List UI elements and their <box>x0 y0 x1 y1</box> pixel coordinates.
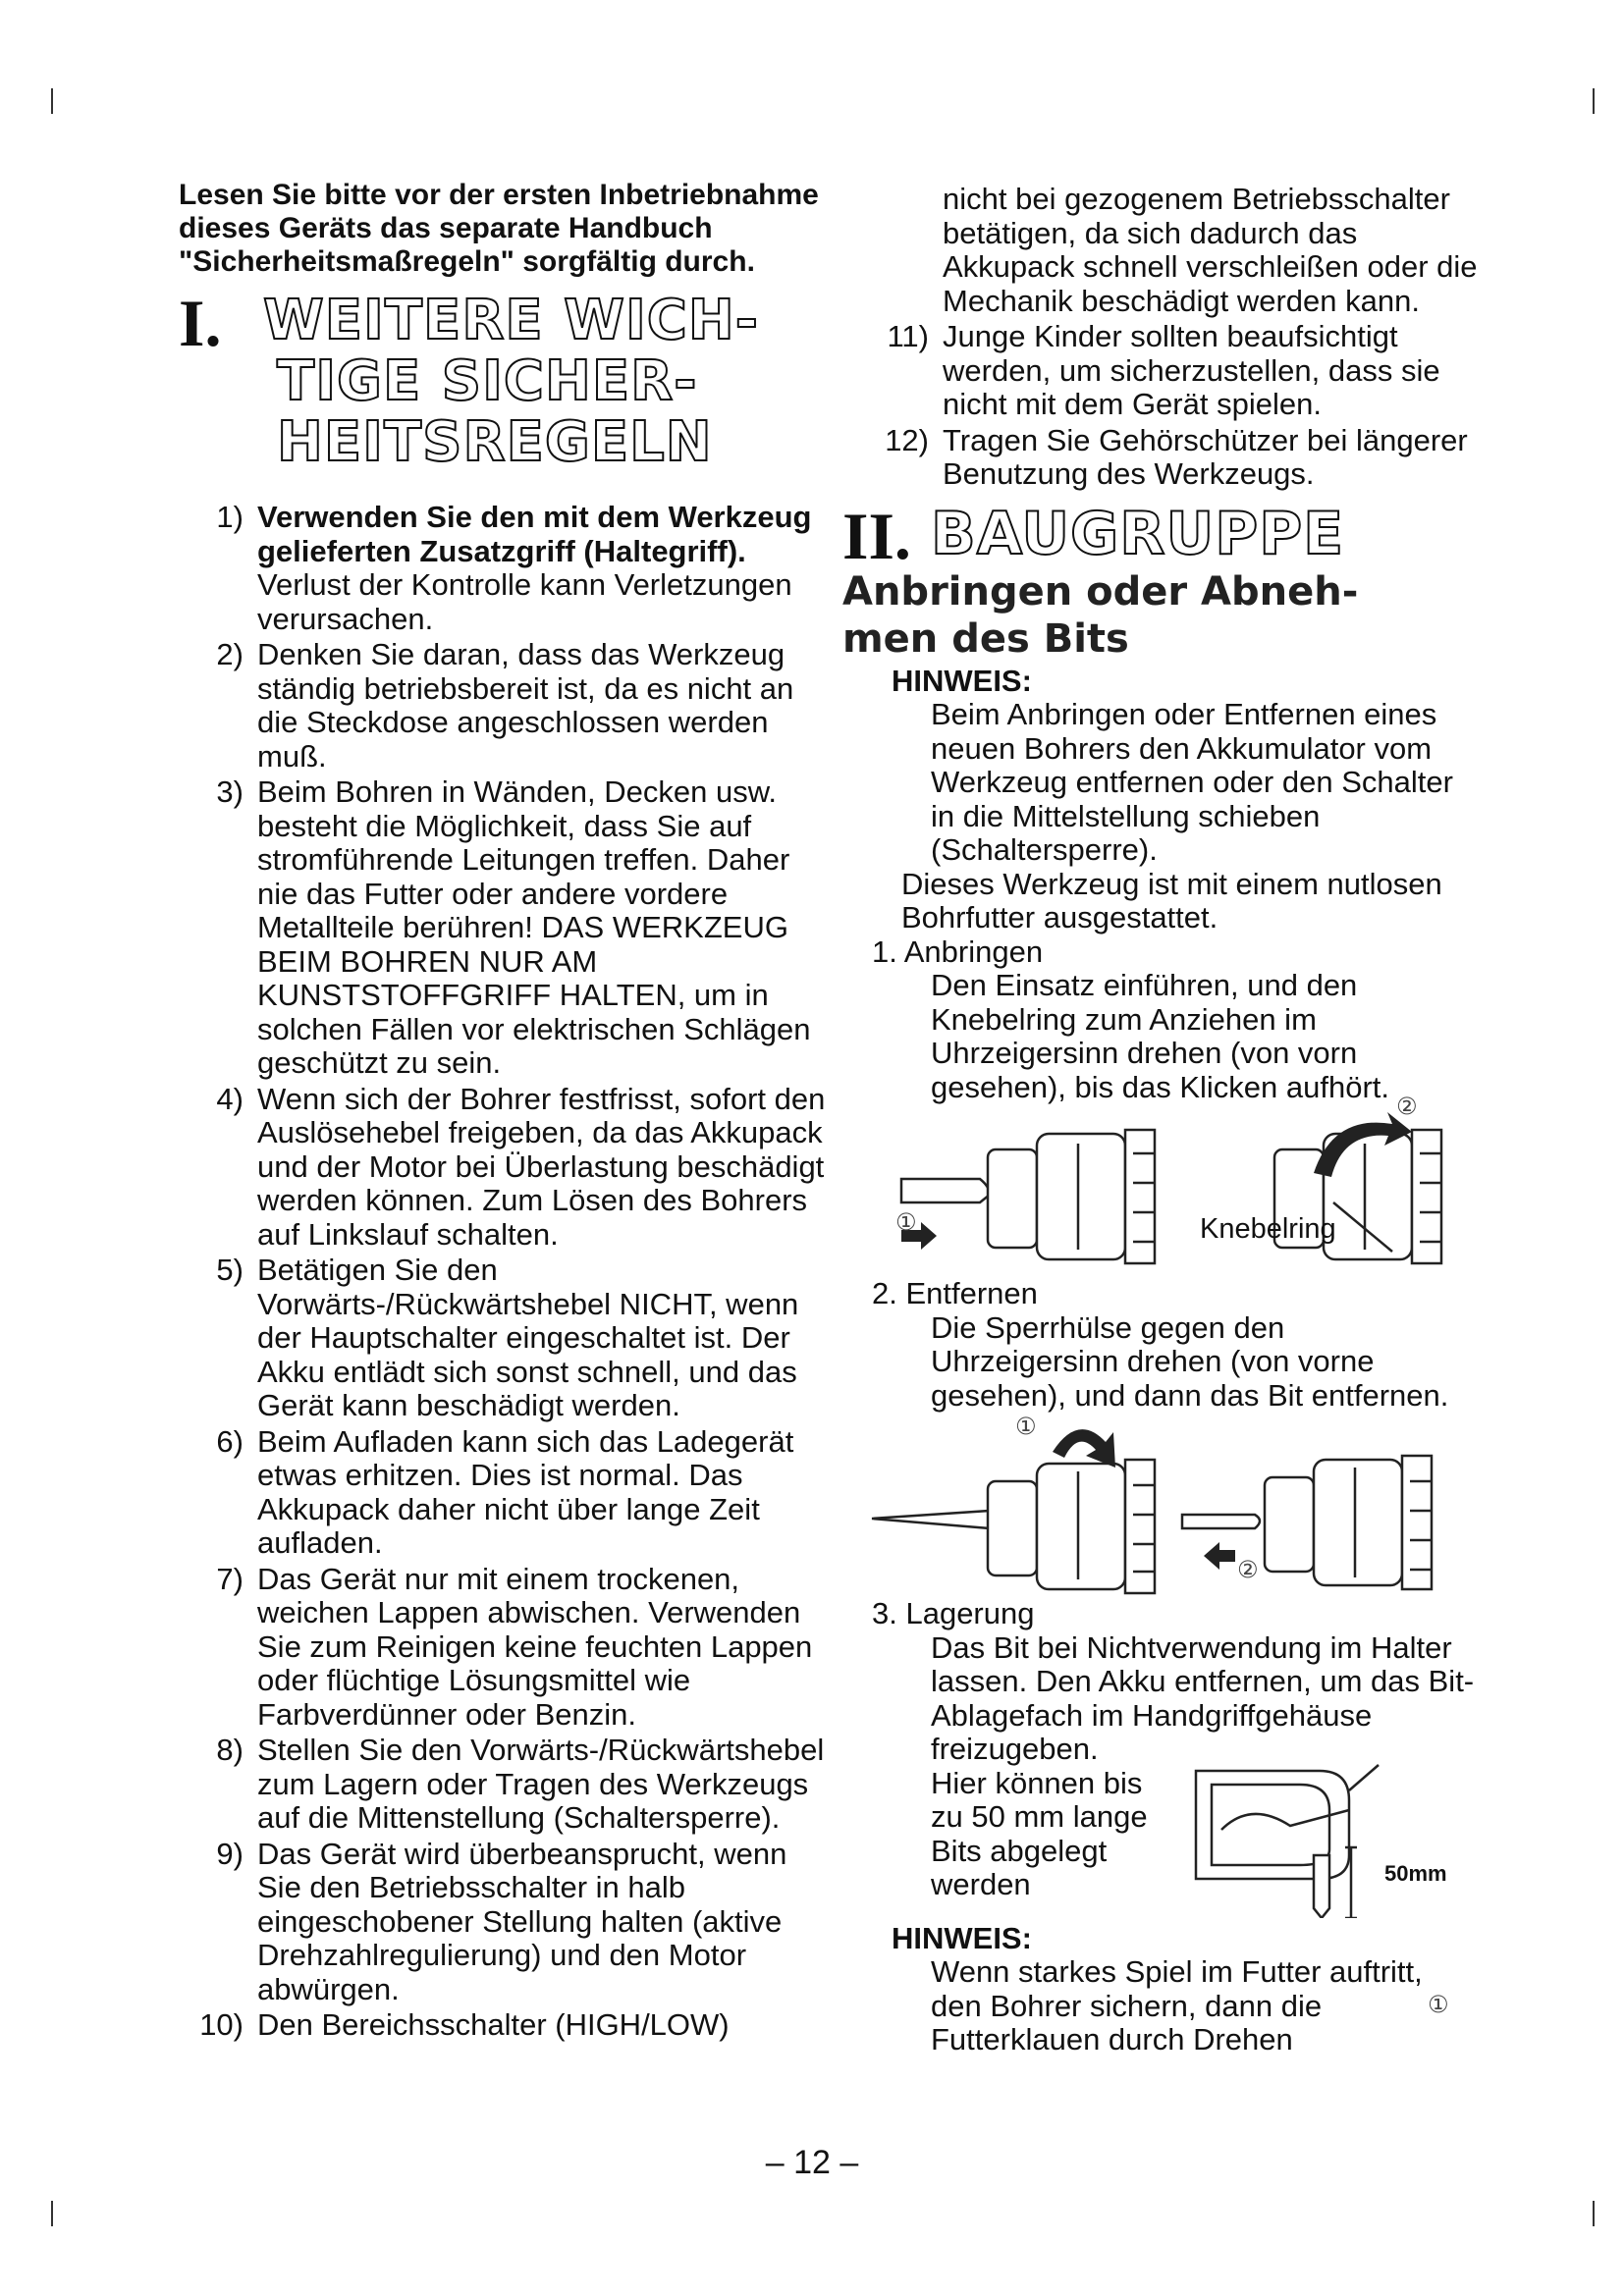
item-text: Stellen Sie den Vorwärts-/Rückwärtshebel zum Lagern oder Tragen des Werkzeugs auf die Mittenstellung (Schaltersperre). <box>257 1733 825 1835</box>
list-item <box>179 501 827 636</box>
figure-remove-bit <box>842 1413 1481 1597</box>
list-item <box>842 424 1481 492</box>
storage-block <box>842 1767 1481 1914</box>
hinweis-2-text: Wenn starkes Spiel im Futter auftritt, den Bohrer sichern, dann die Futterklauen durch Drehen <box>931 1954 1423 2056</box>
item-text: Tragen Sie Gehörschützer bei längerer Benutzung des Werkzeugs. <box>943 422 1468 491</box>
section-1-title-line-3: HEITSREGELN <box>277 410 713 474</box>
list-item <box>179 1083 827 1253</box>
item-number: 12) <box>885 422 929 457</box>
item-number: 11) <box>887 319 929 353</box>
item-number: 7) <box>216 1561 244 1596</box>
item-number: 2) <box>216 637 244 671</box>
item-number: 8) <box>216 1733 244 1767</box>
item-text: Den Bereichsschalter (HIGH/LOW) <box>257 2007 730 2042</box>
list-item <box>179 1425 827 1561</box>
list-item <box>179 638 827 774</box>
crop-mark-bottom-right <box>1593 2201 1595 2226</box>
list-item <box>179 1734 827 1836</box>
marker-2: ② <box>1396 1094 1418 1120</box>
chuck-remove-illustration <box>842 1413 1481 1597</box>
section-1-title-line-1: WEITERE WICH- <box>263 289 759 352</box>
right-column <box>842 183 1481 2057</box>
item-text: Denken Sie daran, dass das Werkzeug ständig betriebsbereit ist, da es nicht an die Steckdose angeschlossen werden muß. <box>257 637 794 774</box>
section-2-heading <box>842 498 1481 573</box>
step-2-title: 2. Entfernen <box>872 1276 1038 1310</box>
list-item <box>179 1254 827 1423</box>
item-number: 6) <box>216 1423 244 1459</box>
chuck-attach-illustration <box>842 1104 1481 1277</box>
item-text: nicht bei gezogenem Betriebsschalter betätigen, da sich dadurch das Akkupack schnell verschleißen oder die Mechanik beschädigt werden kann. <box>943 182 1478 318</box>
section-2-subtitle-line-1: Anbringen oder Abneh- <box>842 568 1359 614</box>
bit-storage-illustration <box>1182 1761 1496 1918</box>
item-number: 10) <box>199 2007 244 2042</box>
item-number: 3) <box>216 774 244 809</box>
item-text: Wenn sich der Bohrer festfrisst, sofort den Auslösehebel freigeben, da das Akkupack und der Motor bei Überlastung beschädigt werden können. Zum Lösen des Bohrers auf Linkslauf schalten. <box>257 1081 826 1252</box>
step-1-text: Den Einsatz einführen, und den Knebelring zum Anziehen im Uhrzeigersinn drehen (von vorn gesehen), bis das Klicken aufhört. <box>931 968 1389 1104</box>
item-text: Betätigen Sie den Vorwärts-/Rückwärtshebel NICHT, wenn der Hauptschalter eingeschaltet ist. Der Akku entlädt sich sonst schnell, und das Gerät kann beschädigt werden. <box>257 1253 799 1422</box>
item-text: Beim Bohren in Wänden, Decken usw. besteht die Möglichkeit, dass Sie auf stromführende Leitungen treffen. Daher nie das Futter oder andere vordere Metallteile berühren! DAS WERKZEUG BEIM BOHREN NUR AM KUNSTSTOFFGRIFF HALTEN, um in solchen Fällen vor elektrischen Schlägen geschützt zu sein. <box>257 774 811 1080</box>
step-3-text-2: Hier können bis zu 50 mm lange Bits abgelegt werden <box>931 1765 1148 1901</box>
list-item <box>179 1563 827 1733</box>
list-item <box>179 775 827 1081</box>
rotate-arrow-icon <box>1053 1429 1115 1468</box>
arrow-left-icon <box>1204 1542 1235 1570</box>
crop-mark-bottom-left <box>51 2201 53 2226</box>
hinweis-label: HINWEIS: <box>892 663 1032 698</box>
marker-2: ② <box>1237 1557 1259 1583</box>
left-column <box>179 179 827 2045</box>
crop-mark-top-left <box>51 88 53 114</box>
chuck-description: Dieses Werkzeug ist mit einem nutlosen Bohrfutter ausgestattet. <box>901 866 1442 934</box>
marker-1: ① <box>1428 1992 1449 2018</box>
item-text: Das Gerät wird überbeansprucht, wenn Sie den Betriebsschalter in halb eingeschobener Stellung halten (aktive Drehzahlregulierung) und den Motor abwürgen. <box>257 1836 787 2006</box>
marker-1: ① <box>1015 1414 1037 1440</box>
marker-1: ① <box>895 1209 917 1236</box>
step-3-title: 3. Lagerung <box>872 1596 1035 1630</box>
item-text: Junge Kinder sollten beaufsichtigt werden, um sicherzustellen, dass sie nicht mit dem Gerät spielen. <box>943 319 1440 421</box>
list-item <box>842 320 1481 422</box>
item-number: 4) <box>216 1081 244 1116</box>
item-number: 9) <box>216 1836 244 1871</box>
section-1-numeral: I. <box>179 286 222 360</box>
safety-rules-list <box>179 501 827 2043</box>
section-1-heading <box>179 286 827 474</box>
hinweis-2-label: HINWEIS: <box>892 1920 1032 1955</box>
crop-mark-top-right <box>1593 88 1595 114</box>
section-2-numeral: II. <box>842 498 911 573</box>
step-1-title: 1. Anbringen <box>872 934 1044 969</box>
item-number <box>842 183 943 318</box>
section-2-title: BAUGRUPPE <box>931 499 1345 568</box>
list-item <box>179 2008 827 2043</box>
list-item <box>179 1838 827 2007</box>
section-2-subtitle-line-2: men des Bits <box>842 615 1129 662</box>
step-3-text: Das Bit bei Nichtverwendung im Halter lassen. Den Akku entfernen, um das Bit-Ablagefach im Handgriffgehäuse freizugeben. <box>931 1629 1475 1766</box>
intro-note: Lesen Sie bitte vor der ersten Inbetriebnahme dieses Geräts das separate Handbuch "Sicherheitsmaßregeln" sorgfältig durch. <box>179 179 819 278</box>
item-number: 5) <box>216 1253 244 1287</box>
section-1-title-line-2: TIGE SICHER- <box>277 349 698 413</box>
item-text: Beim Aufladen kann sich das Ladegerät etwas erhitzen. Dies ist normal. Das Akkupack daher nicht über lange Zeit aufladen. <box>257 1423 794 1560</box>
figure-attach-bit <box>842 1094 1481 1277</box>
item-bold-text: Verwenden Sie den mit dem Werkzeug gelieferten Zusatzgriff (Haltegriff). <box>257 500 812 568</box>
step-2-text: Die Sperrhülse gegen den Uhrzeigersinn drehen (von vorne gesehen), und dann das Bit entfernen. <box>931 1309 1449 1413</box>
item-number: 1) <box>216 500 244 534</box>
knebelring-label: Knebelring <box>1200 1213 1336 1245</box>
hinweis-text: Beim Anbringen oder Entfernen eines neuen Bohrers den Akkumulator vom Werkzeug entfernen oder den Schalter in die Mittelstellung schieben (Schaltersperre). <box>931 697 1453 867</box>
page-number: – 12 – <box>765 2144 859 2181</box>
length-label: 50mm <box>1384 1860 1447 1886</box>
item-text: Das Gerät nur mit einem trockenen, weichen Lappen abwischen. Verwenden Sie zum Reinigen keine feuchten Lappen oder flüchtige Lösungsmittel wie Farbverdünner oder Benzin. <box>257 1561 813 1732</box>
item-text: Verlust der Kontrolle kann Verletzungen verursachen. <box>257 567 792 636</box>
list-item <box>842 183 1481 318</box>
